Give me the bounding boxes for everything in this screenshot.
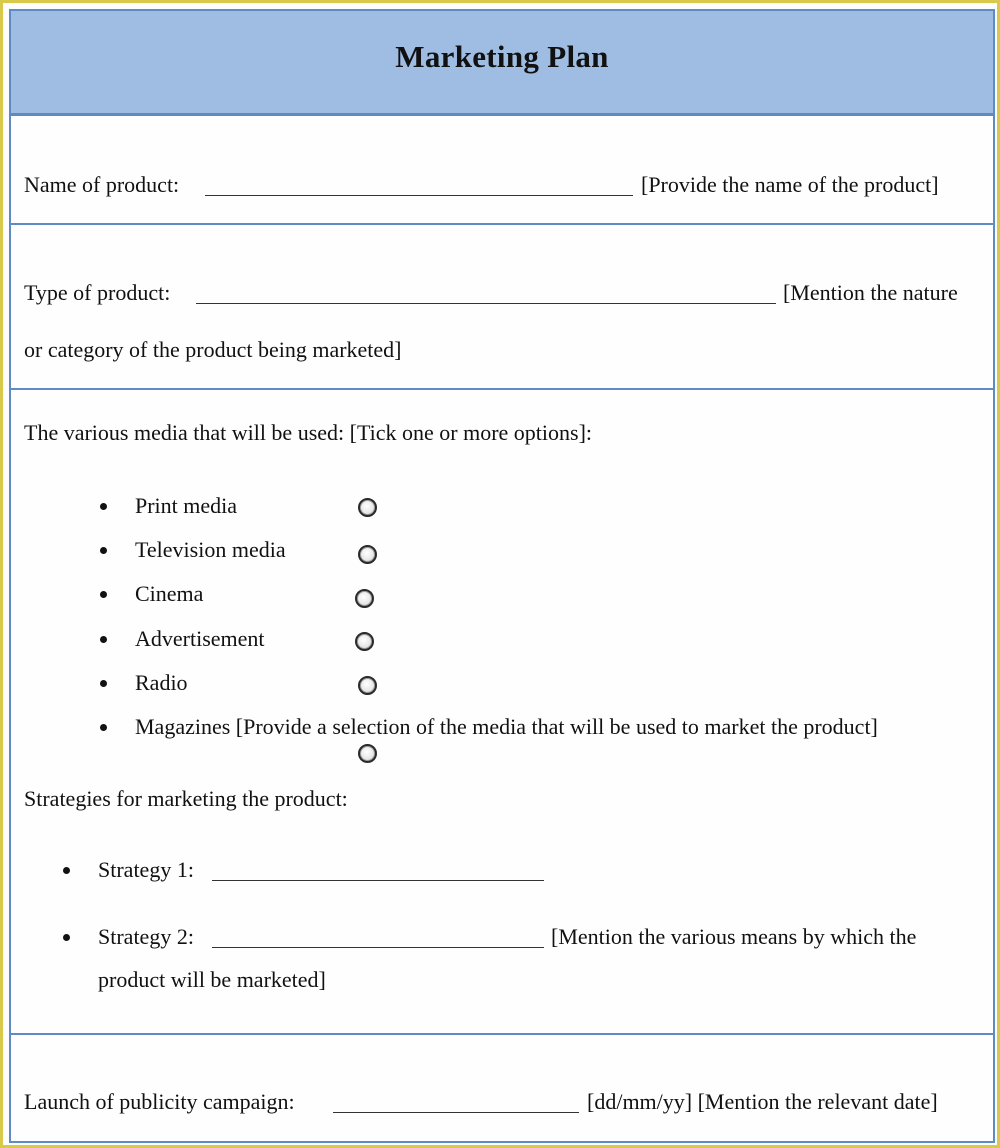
bullet — [63, 867, 70, 874]
bullet — [100, 636, 107, 643]
media-option-label: Cinema — [135, 581, 204, 606]
form-container — [9, 9, 995, 1143]
title-banner — [11, 11, 993, 116]
launch-date-field[interactable] — [333, 1112, 579, 1113]
product-type-field[interactable] — [196, 303, 776, 304]
media-option-label: Radio — [135, 670, 188, 695]
product-type-hint-continued: or category of the product being marketed] — [24, 337, 402, 362]
section-divider — [11, 388, 993, 390]
strategy-2-hint: [Mention the various means by which the — [551, 924, 917, 949]
product-type-label: Type of product: — [24, 280, 171, 305]
bullet — [100, 503, 107, 510]
section-divider — [11, 223, 993, 225]
strategy-2-label: Strategy 2: — [98, 924, 194, 949]
radio-advertisement[interactable] — [355, 632, 374, 651]
bullet — [100, 680, 107, 687]
radio-cinema[interactable] — [355, 589, 374, 608]
product-name-label: Name of product: — [24, 172, 180, 197]
product-name-hint: [Provide the name of the product] — [641, 172, 939, 197]
bullet — [100, 547, 107, 554]
section-divider — [11, 1033, 993, 1035]
launch-label: Launch of publicity campaign: — [24, 1089, 295, 1114]
radio-magazines[interactable] — [358, 744, 377, 763]
media-option-label: Print media — [135, 493, 238, 518]
bullet — [100, 724, 107, 731]
bullet — [63, 934, 70, 941]
radio-print-media[interactable] — [358, 498, 377, 517]
launch-hint: [dd/mm/yy] [Mention the relevant date] — [587, 1089, 938, 1114]
media-option-label: Magazines [Provide a selection of the media that will be used to market the product] — [135, 714, 878, 739]
strategy-1-field[interactable] — [212, 880, 544, 881]
strategy-2-field[interactable] — [212, 947, 544, 948]
page-title: Marketing Plan — [395, 39, 609, 74]
media-option-label: Television media — [135, 537, 286, 562]
product-type-hint: [Mention the nature — [783, 280, 958, 305]
media-option-label: Advertisement — [135, 626, 265, 651]
strategy-2-hint-continued: product will be marketed] — [98, 967, 326, 992]
product-name-field[interactable] — [205, 195, 633, 196]
media-intro: The various media that will be used: [Tick one or more options]: — [24, 420, 593, 445]
strategy-1-label: Strategy 1: — [98, 857, 194, 882]
radio-radio[interactable] — [358, 676, 377, 695]
bullet — [100, 591, 107, 598]
strategies-intro: Strategies for marketing the product: — [24, 786, 348, 811]
radio-television-media[interactable] — [358, 545, 377, 564]
